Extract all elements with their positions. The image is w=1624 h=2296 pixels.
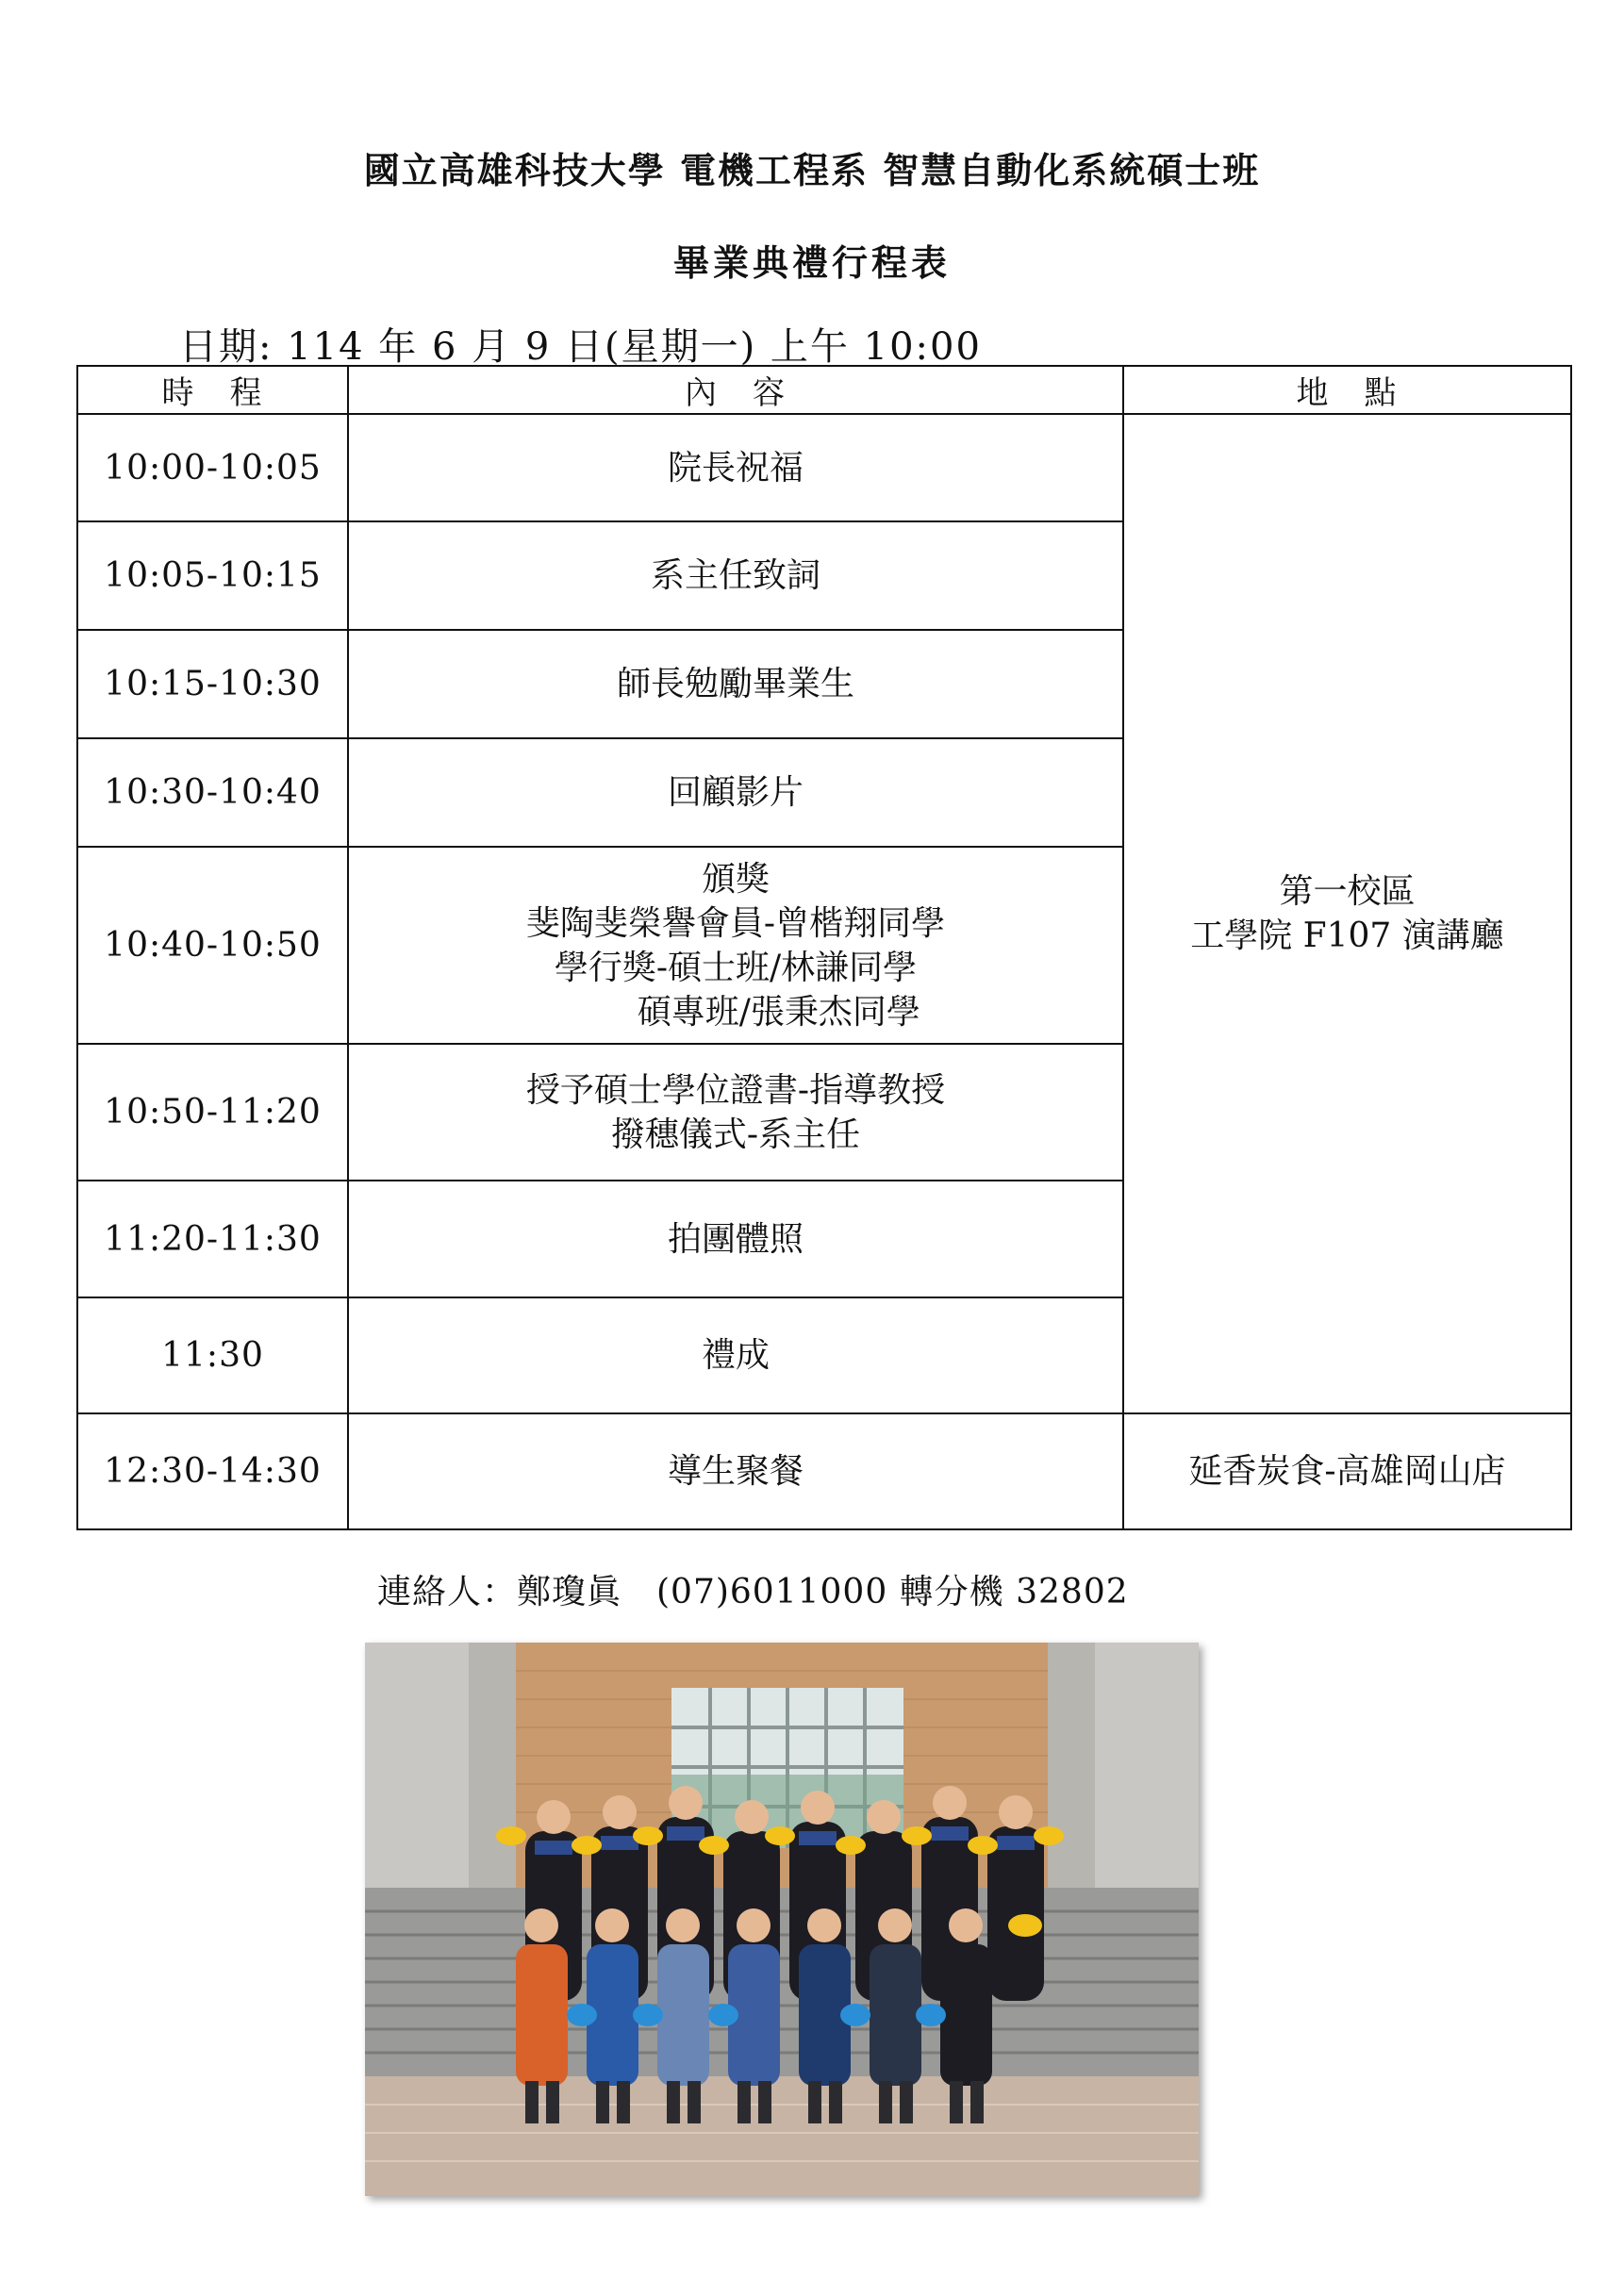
place-main (1123, 414, 1571, 1413)
row-time: 10:50-11:20 (77, 1044, 348, 1181)
row-time: 11:30 (77, 1297, 348, 1413)
row-time: 11:20-11:30 (77, 1181, 348, 1297)
row-time: 10:30-10:40 (77, 738, 348, 847)
document-subtitle: 畢業典禮行程表 (672, 242, 951, 284)
row-content: 禮成 (348, 1297, 1123, 1413)
place-hall: 工學院 F107 演講廳 (1190, 917, 1504, 955)
event-date: 日期: 114 年 6 月 9 日(星期一) 上午 10:00 (179, 325, 982, 369)
row-time: 10:40-10:50 (77, 847, 348, 1044)
group-photo (365, 1643, 1199, 2196)
header-time: 時 程 (77, 366, 348, 414)
content-line: 斐陶斐榮譽會員-曾楷翔同學 (525, 903, 946, 943)
content-line: 撥穗儀式-系主任 (610, 1115, 861, 1154)
row-content: 回顧影片 (348, 738, 1123, 847)
place-last: 延香炭食-高雄岡山店 (1123, 1413, 1571, 1529)
contact-info: 連絡人：鄭瓊眞 (07)6011000 轉分機 32802 (377, 1573, 1129, 1611)
row-content (348, 1044, 1123, 1181)
place-campus: 第一校區 (1279, 872, 1416, 911)
row-time: 10:15-10:30 (77, 630, 348, 738)
table-row (77, 1413, 1571, 1529)
table-row (77, 414, 1571, 521)
row-content: 導生聚餐 (348, 1413, 1123, 1529)
row-content: 拍團體照 (348, 1181, 1123, 1297)
content-line: 學行獎-碩士班/林謙同學 (554, 948, 918, 987)
content-line: 頒獎 (701, 859, 770, 899)
row-time: 10:05-10:15 (77, 521, 348, 630)
row-time: 12:30-14:30 (77, 1413, 348, 1529)
row-content (348, 847, 1123, 1044)
row-content: 師長勉勵畢業生 (348, 630, 1123, 738)
row-content: 院長祝福 (348, 414, 1123, 521)
row-time: 10:00-10:05 (77, 414, 348, 521)
content-line: 碩專班/張秉杰同學 (551, 992, 920, 1032)
header-place: 地 點 (1123, 366, 1571, 414)
row-content: 系主任致詞 (348, 521, 1123, 630)
table-header-row (77, 366, 1571, 414)
schedule-table (76, 365, 1572, 1530)
content-line: 授予碩士學位證書-指導教授 (525, 1070, 946, 1110)
document-title: 國立高雄科技大學 電機工程系 智慧自動化系統碩士班 (363, 150, 1261, 191)
header-content: 內 容 (348, 366, 1123, 414)
